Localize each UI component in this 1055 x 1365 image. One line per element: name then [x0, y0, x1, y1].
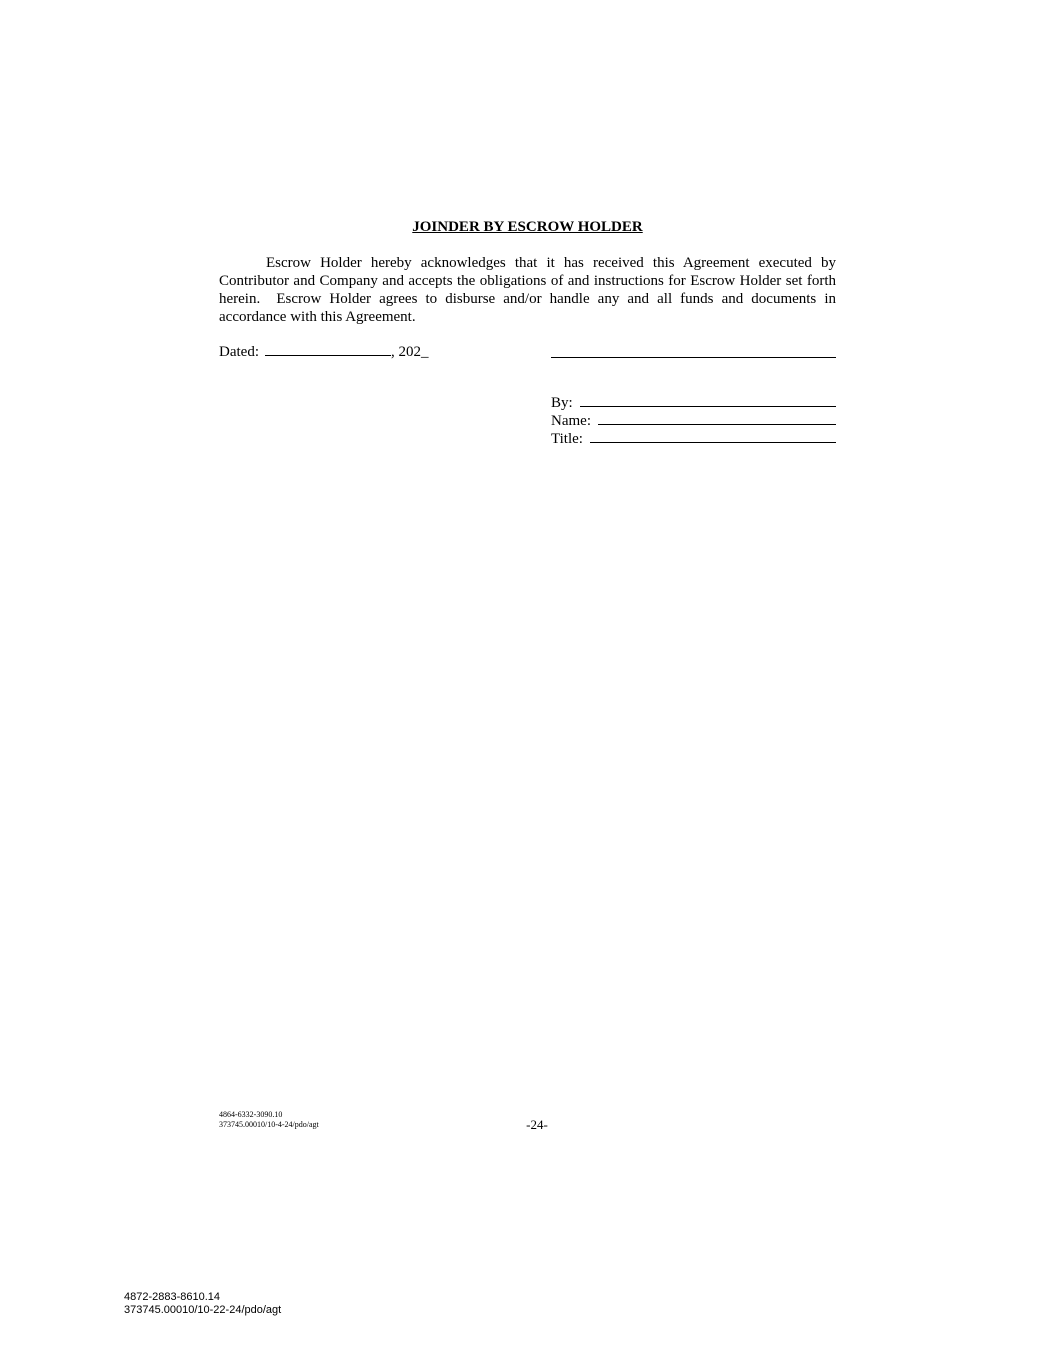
- footer-doc-id: 4864-6332-3090.10: [219, 1110, 283, 1119]
- by-label: By:: [551, 395, 573, 411]
- date-blank-line: [265, 342, 391, 356]
- signature-name-row: [551, 410, 836, 428]
- bottom-doc-id: 4872-2883-8610.14: [124, 1291, 221, 1303]
- body-paragraph: Escrow Holder hereby acknowledges that it has received this Agreement executed by Contributor and Company and accepts the obligations of and instructions for Escrow Holder set forth herein. Escrow Holder agrees to disburse and/or handle any and all funds and documents in accordance with this Agreement.: [219, 255, 836, 325]
- signature-entity-line: [551, 357, 836, 358]
- dated-row: [219, 342, 428, 361]
- dated-year: , 202_: [390, 344, 429, 360]
- signature-title-row: [551, 428, 836, 446]
- signature-block: [551, 392, 836, 446]
- page-number: -24-: [526, 1117, 548, 1132]
- name-line: [598, 410, 836, 425]
- page-title: JOINDER BY ESCROW HOLDER: [412, 219, 643, 235]
- dated-label: Dated:: [219, 344, 259, 360]
- bottom-doc-codes: [124, 1291, 281, 1317]
- title-line: [590, 428, 836, 443]
- bottom-doc-ref: 373745.00010/10-22-24/pdo/agt: [124, 1304, 282, 1316]
- title-label: Title:: [551, 431, 583, 447]
- footer-doc-ref: 373745.00010/10-4-24/pdo/agt: [219, 1120, 319, 1129]
- name-label: Name:: [551, 413, 591, 429]
- signature-by-row: [551, 392, 836, 410]
- footer-doc-codes: [219, 1110, 319, 1130]
- by-line: [580, 392, 836, 407]
